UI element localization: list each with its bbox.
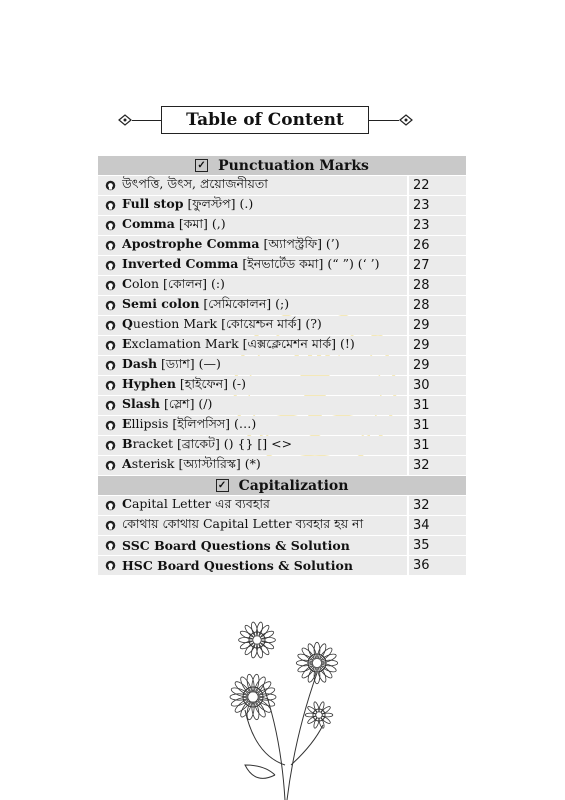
toc-row[interactable] (98, 196, 466, 215)
page-number: 31 (407, 436, 466, 455)
page-number: 28 (407, 276, 466, 295)
bullet-ornament-icon (98, 240, 122, 251)
flower-petal (320, 652, 337, 664)
toc-entry (122, 276, 407, 296)
toc-entry-bold: Inverted Comma (122, 255, 239, 271)
sunflower-illustration (215, 615, 355, 800)
toc-entry-bold: B (122, 435, 133, 451)
toc-entry-bold: C (122, 495, 132, 511)
toc-title-banner (118, 106, 413, 134)
toc-entry-bold: Apostrophe Comma (122, 235, 260, 251)
left-ornament-icon (118, 113, 132, 127)
bullet-ornament-icon (98, 460, 122, 471)
bullet-ornament-icon (98, 320, 122, 331)
toc-entry-text: xclamation Mark [এক্সক্লেমেশন মার্ক] (!) (131, 335, 355, 351)
flower-petal (306, 643, 318, 660)
bullet-ornament-icon (98, 380, 122, 391)
flower-petal (261, 637, 275, 642)
right-rule (369, 120, 399, 121)
toc-entry-bold: A (122, 455, 132, 471)
toc-entry (122, 436, 407, 456)
toc-row[interactable] (98, 396, 466, 415)
toc-row[interactable] (98, 456, 466, 475)
toc-row[interactable] (98, 176, 466, 195)
toc-entry-bold: Hyphen (122, 375, 176, 391)
page-number: 26 (407, 236, 466, 255)
toc-entry (122, 516, 407, 536)
section-heading (98, 156, 466, 175)
toc-entry (122, 416, 407, 436)
page-number: 27 (407, 256, 466, 275)
toc-entry (122, 356, 407, 376)
toc-row[interactable] (98, 316, 466, 335)
page-number: 36 (407, 556, 466, 575)
toc-row[interactable] (98, 436, 466, 455)
toc-entry-text: [অ্যাপস্ট্রফি] (’) (259, 235, 340, 251)
bullet-ornament-icon (98, 360, 122, 371)
toc-row[interactable] (98, 336, 466, 355)
toc-entry-text: [ড্যাশ] (—) (157, 355, 221, 371)
flower-petal (320, 662, 337, 674)
toc-entry-bold: E (122, 335, 132, 351)
flower-petal (316, 643, 328, 660)
toc-entry (122, 538, 407, 553)
bullet-ornament-icon (98, 180, 122, 191)
page-number: 22 (407, 176, 466, 195)
page-title: Table of Content (161, 106, 369, 134)
page-number: 31 (407, 396, 466, 415)
flower-petal (230, 694, 248, 700)
left-rule (132, 120, 161, 121)
toc-entry-text: [স্লেশ] (/) (160, 395, 213, 411)
bullet-ornament-icon (98, 500, 122, 511)
toc-entry-bold: Semi colon (122, 295, 200, 311)
toc-entry-bold: Slash (122, 395, 161, 411)
toc-entry-text: [ইনভার্টেড কমা] (“ ”) (‘ ’) (238, 255, 380, 271)
toc-entry (122, 256, 407, 276)
toc-row[interactable] (98, 416, 466, 435)
page-number: 23 (407, 216, 466, 235)
page-number: 32 (407, 496, 466, 515)
page-number: 29 (407, 316, 466, 335)
toc-entry (122, 176, 407, 196)
toc-entry (122, 216, 407, 236)
toc-entry-text: [হাইফেন] (-) (175, 375, 246, 391)
toc-row[interactable] (98, 536, 466, 555)
flower-petal (297, 662, 314, 674)
toc-entry (122, 196, 407, 216)
toc-entry (122, 396, 407, 416)
table-of-contents (98, 156, 466, 576)
bullet-ornament-icon (98, 400, 122, 411)
bullet-ornament-icon (98, 420, 122, 431)
toc-entry-bold: E (122, 415, 132, 431)
toc-entry-text: উৎপত্তি, উৎস, প্রয়োজনীয়তা (122, 175, 268, 191)
toc-entry-bold: Dash (122, 355, 158, 371)
toc-entry-text: sterisk [অ্যাস্টারিস্ক] (*) (131, 455, 261, 471)
bullet-ornament-icon (98, 300, 122, 311)
toc-entry (122, 456, 407, 476)
section-heading-text: Capitalization (238, 477, 349, 494)
toc-entry (122, 496, 407, 516)
toc-row[interactable] (98, 516, 466, 535)
toc-entry (122, 376, 407, 396)
page-number: 34 (407, 516, 466, 535)
toc-row[interactable] (98, 236, 466, 255)
toc-entry-text: apital Letter এর ব্যবহার (131, 495, 270, 511)
page-number: 29 (407, 356, 466, 375)
toc-entry (122, 236, 407, 256)
bullet-ornament-icon (98, 540, 122, 551)
toc-row[interactable] (98, 216, 466, 235)
page-number: 32 (407, 456, 466, 475)
section-heading (98, 476, 466, 495)
toc-entry-bold: Full stop (122, 195, 184, 211)
toc-entry-bold: Q (122, 315, 133, 331)
toc-entry-text: racket [ব্রাকেট] () {} [] <> (132, 435, 293, 451)
right-ornament-icon (399, 113, 413, 127)
bullet-ornament-icon (98, 560, 122, 571)
toc-row[interactable] (98, 556, 466, 575)
bullet-ornament-icon (98, 340, 122, 351)
bullet-ornament-icon (98, 260, 122, 271)
page-number: 30 (407, 376, 466, 395)
toc-entry (122, 336, 407, 356)
bullet-ornament-icon (98, 200, 122, 211)
toc-entry-text: [কমা] (,) (174, 215, 226, 231)
toc-row[interactable] (98, 356, 466, 375)
flower-petal (297, 652, 314, 664)
toc-entry-bold: Comma (122, 215, 175, 231)
toc-row[interactable] (98, 276, 466, 295)
toc-entry-text: uestion Mark [কোয়েশ্চন মার্ক] (?) (132, 315, 322, 331)
toc-entry (122, 316, 407, 336)
checkbox-icon: ✓ (195, 159, 208, 172)
flower-petal (239, 637, 253, 642)
section-heading-text: Punctuation Marks (218, 157, 369, 174)
bullet-ornament-icon (98, 220, 122, 231)
toc-entry-bold: HSC Board Questions & Solution (122, 558, 353, 573)
toc-entry (122, 296, 407, 316)
page-number: 35 (407, 536, 466, 555)
toc-row[interactable] (98, 376, 466, 395)
bullet-ornament-icon (98, 520, 122, 531)
page-number: 28 (407, 296, 466, 315)
flower-petal (316, 666, 328, 683)
toc-entry-text: olon [কোলন] (:) (131, 275, 225, 291)
bullet-ornament-icon (98, 280, 122, 291)
toc-entry-text: [সেমিকোলন] (;) (199, 295, 290, 311)
toc-entry-bold: SSC Board Questions & Solution (122, 538, 350, 553)
toc-entry-text: [ফুলস্টপ] (.) (183, 195, 254, 211)
page-number: 31 (407, 416, 466, 435)
toc-row[interactable] (98, 496, 466, 515)
page-number: 29 (407, 336, 466, 355)
checkbox-icon: ✓ (216, 479, 229, 492)
toc-row[interactable] (98, 296, 466, 315)
page-number: 23 (407, 196, 466, 215)
toc-entry-bold: C (122, 275, 132, 291)
toc-entry (122, 558, 407, 573)
toc-row[interactable] (98, 256, 466, 275)
bullet-ornament-icon (98, 440, 122, 451)
toc-entry-text: llipsis [ইলিপসিস] (…) (131, 415, 257, 431)
toc-entry-text: কোথায় কোথায় Capital Letter ব্যবহার হয় না (122, 515, 364, 531)
